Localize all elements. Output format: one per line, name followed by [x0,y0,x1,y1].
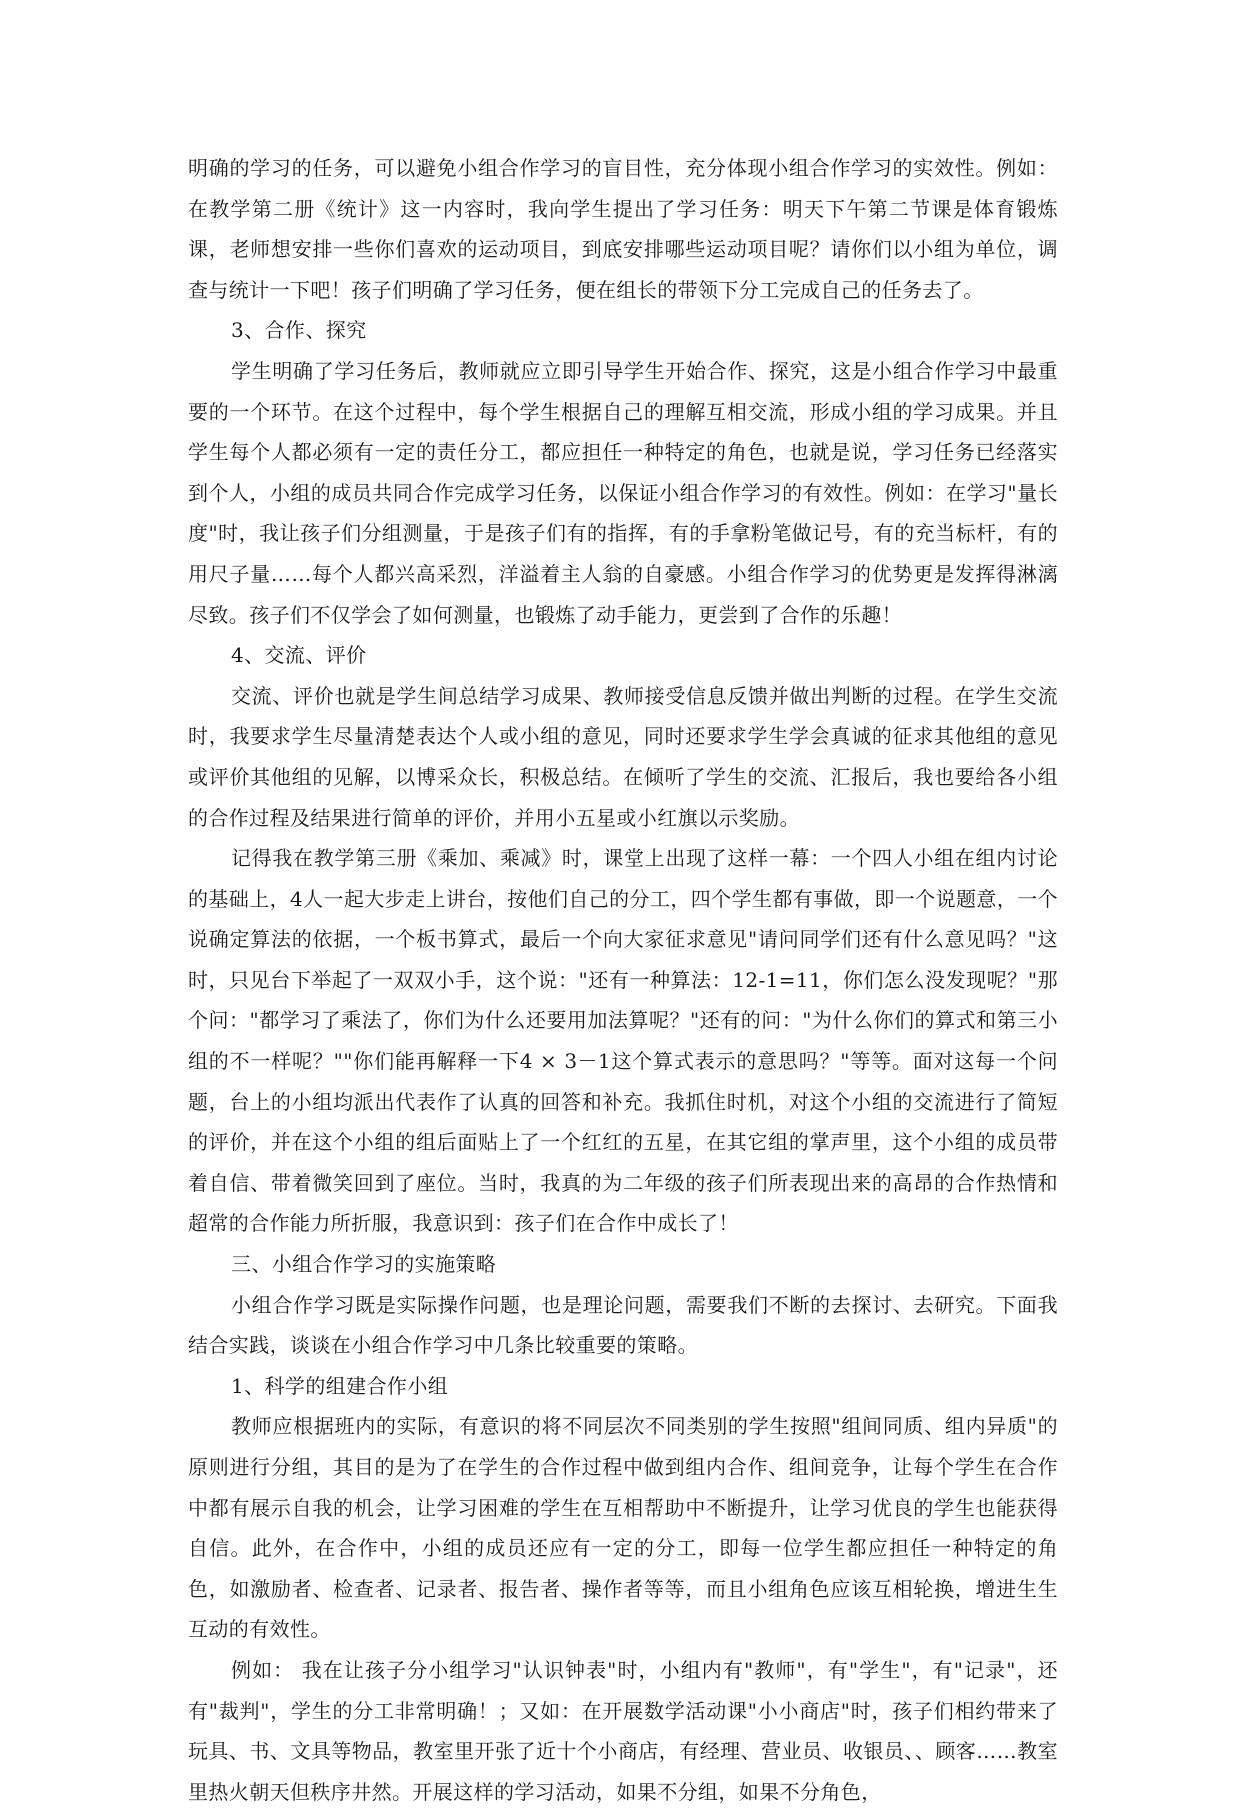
section-heading: 1、科学的组建合作小组 [231,1373,449,1398]
section-heading: 3、合作、探究 [231,318,367,343]
body-paragraph: 明确的学习的任务，可以避免小组合作学习的盲目性，充分体现小组合作学习的实效性。例如：在教学第二册《统计》这一内容时，我向学生提出了学习任务：明天下午第二节课是体育锻炼课，老师想安排一些你们喜欢的运动项目，到底安排哪些运动项目呢？请你们以小组为单位，调查与统计一下吧！孩子们明确了学习任务，便在组长的带领下分工完成自己的任务去了。 [188,156,1058,302]
document-page [188,148,1058,1812]
section-heading: 三、小组合作学习的实施策略 [231,1252,497,1277]
body-paragraph: 学生明确了学习任务后，教师就应立即引导学生开始合作、探究，这是小组合作学习中最重要的一个环节。在这个过程中，每个学生根据自己的理解互相交流，形成小组的学习成果。并且学生每个人都必须有一定的责任分工，都应担任一种特定的角色，也就是说，学习任务已经落实到个人，小组的成员共同合作完成学习任务，以保证小组合作学习的有效性。例如：在学习"量长度"时，我让孩子们分组测量，于是孩子们有的指挥，有的手拿粉笔做记号，有的充当标杆，有的用尺子量……每个人都兴高采烈，洋溢着主人翁的自豪感。小组合作学习的优势更是发挥得淋漓尽致。孩子们不仅学会了如何测量，也锻炼了动手能力，更尝到了合作的乐趣！ [188,358,1058,627]
body-paragraph: 交流、评价也就是学生间总结学习成果、教师接受信息反馈并做出判断的过程。在学生交流时，我要求学生尽量清楚表达个人或小组的意见，同时还要求学生学会真诚的征求其他组的意见或评价其他组的见解，以博采众长，积极总结。在倾听了学生的交流、汇报后，我也要给各小组的合作过程及结果进行简单的评价，并用小五星或小红旗以示奖励。 [188,683,1058,830]
body-paragraph: 小组合作学习既是实际操作问题，也是理论问题，需要我们不断的去探讨、去研究。下面我结合实践，谈谈在小组合作学习中几条比较重要的策略。 [188,1292,1058,1358]
body-paragraph: 例如： 我在让孩子分小组学习"认识钟表"时，小组内有"教师"，有"学生"，有"记录"，还有"裁判"，学生的分工非常明确！；又如：在开展数学活动课"小小商店"时，孩子们相约带来了玩具、书、文具等物品，教室里开张了近十个小商店，有经理、营业员、收银员、、顾客……教室里热火朝天但秩序井然。开展这样的学习活动，如果不分组，如果不分角色， [188,1657,1058,1804]
body-paragraph: 记得我在教学第三册《乘加、乘减》时，课堂上出现了这样一幕：一个四人小组在组内讨论的基础上，4人一起大步走上讲台，按他们自己的分工，四个学生都有事做，即一个说题意，一个说确定算法的依据，一个板书算式，最后一个向大家征求意见"请问同学们还有什么意见吗？"这时，只见台下举起了一双双小手，这个说："还有一种算法：12-1=11，你们怎么没发现呢？"那个问："都学习了乘法了，你们为什么还要用加法算呢？"还有的问："为什么你们的算式和第三小组的不一样呢？""你们能再解释一下4 × 3－1这个算式表示的意思吗？"等等。面对这每一个问题，台上的小组均派出代表作了认真的回答和补充。我抓住时机，对这个小组的交流进行了简短的评价，并在这个小组的组后面贴上了一个红红的五星，在其它组的掌声里，这个小组的成员带着自信、带着微笑回到了座位。当时，我真的为二年级的孩子们所表现出来的高昂的合作热情和超常的合作能力所折服，我意识到：孩子们在合作中成长了！ [188,846,1058,1236]
body-paragraph: 教师应根据班内的实际，有意识的将不同层次不同类别的学生按照"组间同质、组内异质"的原则进行分组，其目的是为了在学生的合作过程中做到组内合作、组间竞争，让每个学生在合作中都有展示自我的机会，让学习困难的学生在互相帮助中不断提升，让学习优良的学生也能获得自信。此外，在合作中，小组的成员还应有一定的分工，即每一位学生都应担任一种特定的角色，如激励者、检查者、记录者、报告者、操作者等等，而且小组角色应该互相轮换，增进生生互动的有效性。 [188,1414,1058,1642]
section-heading: 4、交流、评价 [231,643,367,668]
